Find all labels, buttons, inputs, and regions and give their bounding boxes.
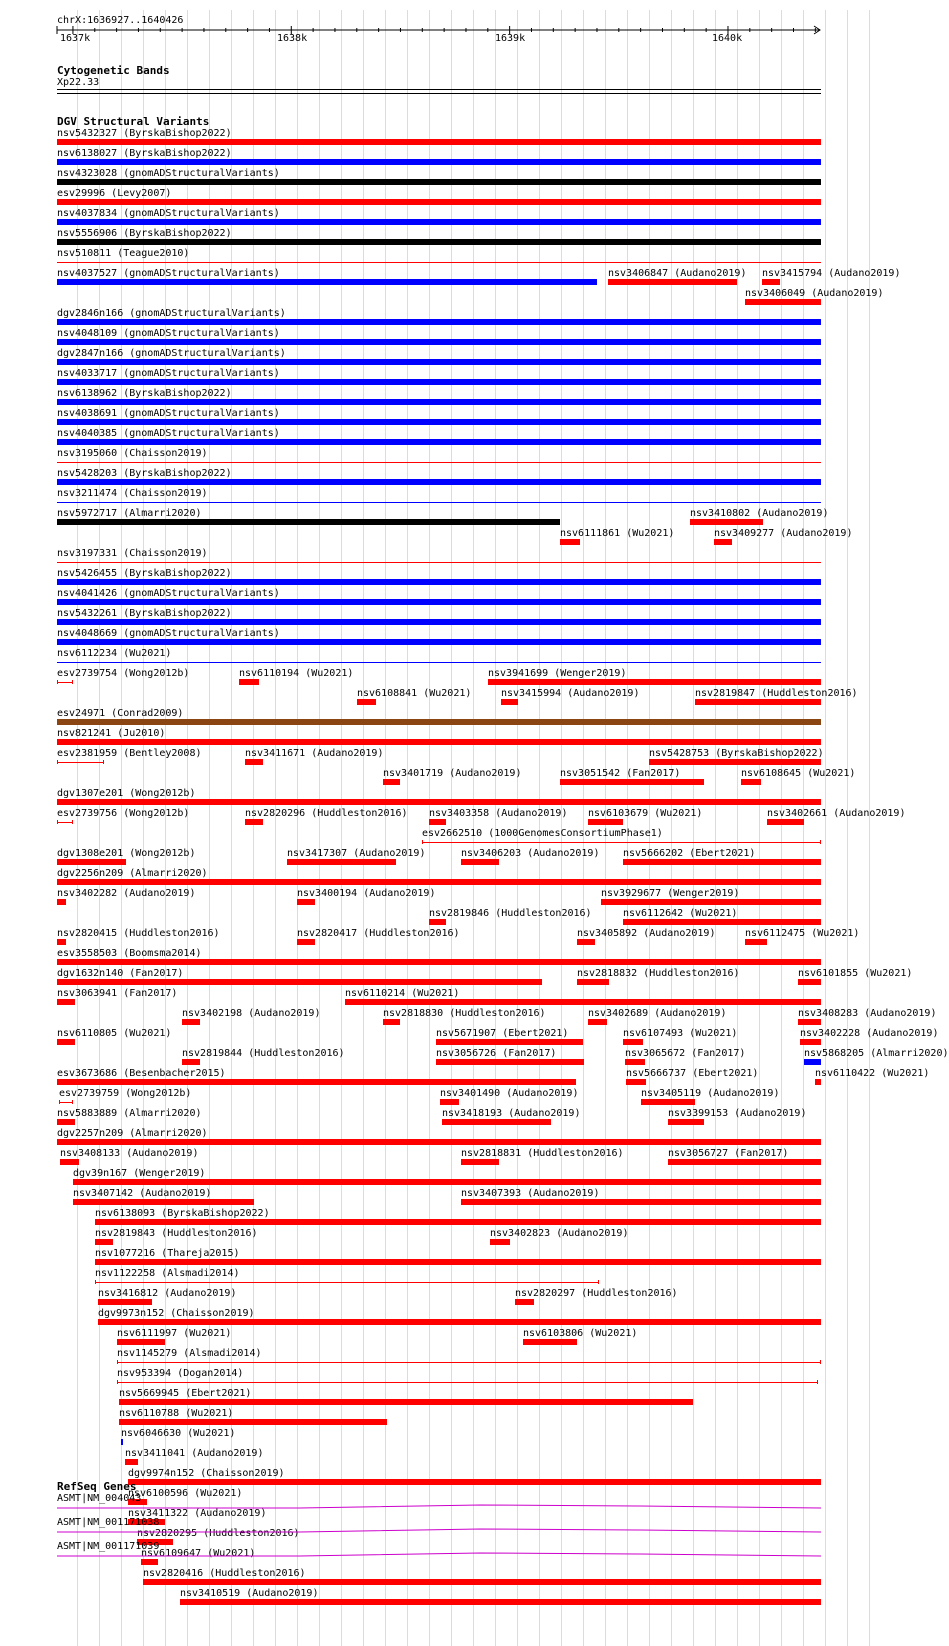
- variant-label[interactable]: nsv3056727 (Fan2017): [668, 1148, 789, 1159]
- variant-label[interactable]: nsv5556906 (ByrskaBishop2022): [57, 228, 232, 239]
- variant-bar[interactable]: [608, 279, 737, 285]
- variant-label[interactable]: nsv3409277 (Audano2019): [714, 528, 853, 539]
- variant-label[interactable]: dgv2846n166 (gnomADStructuralVariants): [57, 308, 286, 319]
- variant-extent-tick: [422, 840, 423, 844]
- variant-bar[interactable]: [695, 699, 821, 705]
- variant-label[interactable]: nsv3407393 (Audano2019): [461, 1188, 600, 1199]
- ruler-tick-label: 1639k: [495, 33, 526, 44]
- variant-label[interactable]: nsv3402661 (Audano2019): [767, 808, 906, 819]
- gene-intron-line: [57, 1553, 821, 1556]
- variant-bar[interactable]: [745, 939, 767, 945]
- variant-bar[interactable]: [440, 1099, 459, 1105]
- ruler-scale: [0, 0, 890, 50]
- variant-label[interactable]: esv2739759 (Wong2012b): [59, 1088, 192, 1099]
- variant-bar[interactable]: [57, 279, 597, 285]
- variant-label[interactable]: nsv3406847 (Audano2019): [608, 268, 747, 279]
- variant-bar[interactable]: [57, 1079, 576, 1085]
- variant-label[interactable]: nsv3410519 (Audano2019): [180, 1588, 319, 1599]
- variant-bar[interactable]: [57, 979, 542, 985]
- variant-bar[interactable]: [57, 1119, 75, 1125]
- region-coordinates: chrX:1636927..1640426: [57, 15, 184, 26]
- variant-bar[interactable]: [180, 1599, 821, 1605]
- variant-label[interactable]: nsv4323028 (gnomADStructuralVariants): [57, 168, 280, 179]
- variant-label[interactable]: esv2739754 (Wong2012b): [57, 668, 190, 679]
- variant-bar[interactable]: [57, 899, 66, 905]
- variant-extent-line[interactable]: [57, 682, 73, 683]
- variant-label[interactable]: nsv3408283 (Audano2019): [798, 1008, 937, 1019]
- variant-bar[interactable]: [649, 759, 821, 765]
- variant-label[interactable]: nsv6111997 (Wu2021): [117, 1328, 232, 1339]
- variant-extent-tick: [817, 1380, 818, 1384]
- variant-label[interactable]: nsv2818832 (Huddleston2016): [577, 968, 740, 979]
- variant-bar[interactable]: [798, 979, 821, 985]
- variant-bar[interactable]: [577, 939, 595, 945]
- variant-extent-tick: [117, 1360, 118, 1364]
- variant-bar[interactable]: [57, 139, 821, 145]
- variant-label[interactable]: nsv3063941 (Fan2017): [57, 988, 178, 999]
- cytoband-label: Xp22.33: [57, 77, 100, 88]
- variant-bar[interactable]: [501, 699, 518, 705]
- variant-label[interactable]: nsv3065672 (Fan2017): [625, 1048, 746, 1059]
- dgv-track-title[interactable]: DGV Structural Variants: [57, 115, 210, 128]
- variant-bar[interactable]: [73, 1199, 254, 1205]
- variant-bar[interactable]: [57, 1139, 821, 1145]
- variant-label[interactable]: nsv4048669 (gnomADStructuralVariants): [57, 628, 280, 639]
- variant-label[interactable]: nsv4040385 (gnomADStructuralVariants): [57, 428, 280, 439]
- variant-label[interactable]: nsv2820295 (Huddleston2016): [137, 1528, 300, 1539]
- grid-line: [869, 10, 870, 1646]
- variant-label[interactable]: nsv6112234 (Wu2021): [57, 648, 172, 659]
- variant-bar[interactable]: [297, 899, 315, 905]
- variant-label[interactable]: nsv6138093 (ByrskaBishop2022): [95, 1208, 270, 1219]
- variant-label[interactable]: nsv3416812 (Audano2019): [98, 1288, 237, 1299]
- cytoband-track-title[interactable]: Cytogenetic Bands: [57, 64, 170, 77]
- variant-bar[interactable]: [245, 819, 263, 825]
- variant-bar[interactable]: [741, 779, 761, 785]
- variant-bar[interactable]: [57, 719, 821, 725]
- variant-extent-line[interactable]: [57, 762, 104, 763]
- variant-bar[interactable]: [625, 1059, 645, 1065]
- variant-label[interactable]: nsv4033717 (gnomADStructuralVariants): [57, 368, 280, 379]
- variant-bar[interactable]: [57, 462, 821, 463]
- variant-label[interactable]: esv3673686 (Besenbacher2015): [57, 1068, 226, 1079]
- variant-label[interactable]: esv29996 (Levy2007): [57, 188, 172, 199]
- variant-bar[interactable]: [767, 819, 804, 825]
- variant-label[interactable]: nsv1077216 (Thareja2015): [95, 1248, 240, 1259]
- variant-label[interactable]: nsv3402689 (Audano2019): [588, 1008, 727, 1019]
- variant-label[interactable]: nsv2820415 (Huddleston2016): [57, 928, 220, 939]
- variant-label[interactable]: nsv6110214 (Wu2021): [345, 988, 460, 999]
- variant-label[interactable]: nsv5666202 (Ebert2021): [623, 848, 756, 859]
- variant-bar[interactable]: [57, 599, 821, 605]
- variant-bar[interactable]: [57, 159, 821, 165]
- variant-label[interactable]: nsv6110194 (Wu2021): [239, 668, 354, 679]
- variant-label[interactable]: nsv2820296 (Huddleston2016): [245, 808, 408, 819]
- variant-label[interactable]: nsv6103806 (Wu2021): [523, 1328, 638, 1339]
- variant-label[interactable]: nsv3401719 (Audano2019): [383, 768, 522, 779]
- variant-bar[interactable]: [429, 919, 446, 925]
- variant-label[interactable]: nsv3415994 (Audano2019): [501, 688, 640, 699]
- variant-label[interactable]: nsv2819844 (Huddleston2016): [182, 1048, 345, 1059]
- variant-label[interactable]: nsv3402198 (Audano2019): [182, 1008, 321, 1019]
- variant-label[interactable]: nsv2819846 (Huddleston2016): [429, 908, 592, 919]
- variant-bar[interactable]: [57, 799, 821, 805]
- variant-extent-tick: [57, 760, 58, 764]
- variant-bar[interactable]: [800, 1039, 821, 1045]
- variant-label[interactable]: nsv3407142 (Audano2019): [73, 1188, 212, 1199]
- variant-bar[interactable]: [626, 1079, 646, 1085]
- variant-label[interactable]: dgv9973n152 (Chaisson2019): [98, 1308, 255, 1319]
- variant-bar[interactable]: [245, 759, 263, 765]
- variant-extent-tick: [820, 1360, 821, 1364]
- variant-bar[interactable]: [57, 399, 821, 405]
- variant-bar[interactable]: [745, 299, 821, 305]
- variant-bar[interactable]: [98, 1299, 152, 1305]
- variant-bar[interactable]: [182, 1059, 200, 1065]
- variant-bar[interactable]: [429, 819, 446, 825]
- variant-label[interactable]: nsv6138027 (ByrskaBishop2022): [57, 148, 232, 159]
- variant-bar[interactable]: [182, 1019, 200, 1025]
- variant-bar[interactable]: [128, 1479, 821, 1485]
- variant-label[interactable]: nsv6108841 (Wu2021): [357, 688, 472, 699]
- variant-label[interactable]: nsv5868205 (Almarri2020): [804, 1048, 949, 1059]
- variant-bar[interactable]: [577, 979, 609, 985]
- variant-bar[interactable]: [125, 1459, 138, 1465]
- variant-bar[interactable]: [436, 1039, 583, 1045]
- gene-model[interactable]: [0, 1502, 890, 1512]
- variant-bar[interactable]: [690, 519, 763, 525]
- variant-bar[interactable]: [57, 662, 821, 663]
- variant-label[interactable]: dgv1307e201 (Wong2012b): [57, 788, 196, 799]
- variant-bar[interactable]: [57, 379, 821, 385]
- variant-bar[interactable]: [815, 1079, 821, 1085]
- variant-label[interactable]: nsv1122258 (Alsmadi2014): [95, 1268, 240, 1279]
- variant-extent-tick: [57, 820, 58, 824]
- variant-label[interactable]: esv2662510 (1000GenomesConsortiumPhase1): [422, 828, 663, 839]
- variant-bar[interactable]: [57, 239, 821, 245]
- variant-bar[interactable]: [383, 1019, 400, 1025]
- variant-label[interactable]: nsv3195060 (Chaisson2019): [57, 448, 208, 459]
- variant-bar[interactable]: [98, 1319, 821, 1325]
- variant-label[interactable]: nsv4038691 (gnomADStructuralVariants): [57, 408, 280, 419]
- variant-bar[interactable]: [714, 539, 732, 545]
- variant-label[interactable]: nsv5428753 (ByrskaBishop2022): [649, 748, 824, 759]
- grid-line: [847, 10, 848, 1646]
- gene-intron-line: [57, 1529, 821, 1532]
- variant-label[interactable]: nsv3411322 (Audano2019): [128, 1508, 267, 1519]
- variant-label[interactable]: nsv2818831 (Huddleston2016): [461, 1148, 624, 1159]
- gene-intron-line: [57, 1505, 821, 1508]
- variant-label[interactable]: nsv6109647 (Wu2021): [141, 1548, 256, 1559]
- variant-label[interactable]: nsv3402823 (Audano2019): [490, 1228, 629, 1239]
- variant-label[interactable]: nsv510811 (Teague2010): [57, 248, 190, 259]
- variant-label[interactable]: nsv6110805 (Wu2021): [57, 1028, 172, 1039]
- variant-bar[interactable]: [57, 262, 821, 263]
- variant-label[interactable]: esv3558503 (Boomsma2014): [57, 948, 202, 959]
- variant-bar[interactable]: [357, 699, 376, 705]
- variant-bar[interactable]: [57, 479, 821, 485]
- variant-label[interactable]: nsv2820416 (Huddleston2016): [143, 1568, 306, 1579]
- variant-label[interactable]: dgv2257n209 (Almarri2020): [57, 1128, 208, 1139]
- variant-label[interactable]: nsv5428203 (ByrskaBishop2022): [57, 468, 232, 479]
- variant-label[interactable]: nsv2818830 (Huddleston2016): [383, 1008, 546, 1019]
- variant-label[interactable]: nsv3405119 (Audano2019): [641, 1088, 780, 1099]
- variant-extent-tick: [72, 680, 73, 684]
- variant-label[interactable]: nsv3418193 (Audano2019): [442, 1108, 581, 1119]
- variant-bar[interactable]: [57, 999, 75, 1005]
- variant-label[interactable]: nsv953394 (Dogan2014): [117, 1368, 244, 1379]
- variant-bar[interactable]: [95, 1259, 821, 1265]
- variant-bar[interactable]: [287, 859, 396, 865]
- variant-label[interactable]: nsv5426455 (ByrskaBishop2022): [57, 568, 232, 579]
- grid-line: [803, 10, 804, 1646]
- variant-bar[interactable]: [57, 439, 821, 445]
- grid-line: [825, 10, 826, 1646]
- variant-bar[interactable]: [57, 519, 560, 525]
- variant-label[interactable]: nsv3929677 (Wenger2019): [601, 888, 740, 899]
- variant-extent-line[interactable]: [422, 842, 821, 843]
- variant-bar[interactable]: [57, 639, 821, 645]
- variant-bar[interactable]: [119, 1419, 387, 1425]
- variant-bar[interactable]: [523, 1339, 577, 1345]
- variant-label[interactable]: nsv6112642 (Wu2021): [623, 908, 738, 919]
- variant-label[interactable]: nsv2820417 (Huddleston2016): [297, 928, 460, 939]
- grid-line: [781, 10, 782, 1646]
- variant-label[interactable]: dgv39n167 (Wenger2019): [73, 1168, 206, 1179]
- variant-label[interactable]: nsv3401490 (Audano2019): [440, 1088, 579, 1099]
- variant-extent-line[interactable]: [95, 1282, 599, 1283]
- cytoband-line: [57, 93, 821, 94]
- variant-label[interactable]: nsv6046630 (Wu2021): [121, 1428, 236, 1439]
- variant-extent-tick: [72, 820, 73, 824]
- variant-bar[interactable]: [668, 1119, 704, 1125]
- grid-line: [759, 10, 760, 1646]
- variant-extent-line[interactable]: [59, 1102, 73, 1103]
- cytoband-line: [57, 89, 821, 90]
- variant-bar[interactable]: [383, 779, 400, 785]
- variant-label[interactable]: nsv6111861 (Wu2021): [560, 528, 675, 539]
- variant-bar[interactable]: [239, 679, 259, 685]
- variant-label[interactable]: nsv6110422 (Wu2021): [815, 1068, 930, 1079]
- variant-label[interactable]: esv2381959 (Bentley2008): [57, 748, 202, 759]
- variant-label[interactable]: nsv4037834 (gnomADStructuralVariants): [57, 208, 280, 219]
- variant-label[interactable]: nsv2819847 (Huddleston2016): [695, 688, 858, 699]
- variant-bar[interactable]: [490, 1239, 510, 1245]
- variant-bar[interactable]: [798, 1019, 821, 1025]
- variant-label[interactable]: nsv5972717 (Almarri2020): [57, 508, 202, 519]
- variant-bar[interactable]: [641, 1099, 695, 1105]
- variant-label[interactable]: nsv3405892 (Audano2019): [577, 928, 716, 939]
- variant-label[interactable]: nsv3400194 (Audano2019): [297, 888, 436, 899]
- variant-bar[interactable]: [57, 562, 821, 563]
- ruler-tick-label: 1637k: [60, 33, 91, 44]
- ruler-tick-label: 1638k: [277, 33, 308, 44]
- gene-label[interactable]: ASMT|NM_001171038: [57, 1517, 160, 1528]
- variant-label[interactable]: dgv2847n166 (gnomADStructuralVariants): [57, 348, 286, 359]
- variant-extent-line[interactable]: [57, 822, 73, 823]
- variant-bar[interactable]: [57, 339, 821, 345]
- variant-label[interactable]: nsv3051542 (Fan2017): [560, 768, 681, 779]
- ruler-tick-label: 1640k: [712, 33, 743, 44]
- variant-extent-line[interactable]: [117, 1362, 821, 1363]
- variant-label[interactable]: nsv6110788 (Wu2021): [119, 1408, 234, 1419]
- variant-label[interactable]: nsv3406049 (Audano2019): [745, 288, 884, 299]
- variant-label[interactable]: nsv3411041 (Audano2019): [125, 1448, 264, 1459]
- variant-bar[interactable]: [117, 1339, 165, 1345]
- variant-bar[interactable]: [588, 1019, 607, 1025]
- variant-label[interactable]: nsv6138962 (ByrskaBishop2022): [57, 388, 232, 399]
- variant-label[interactable]: nsv3402282 (Audano2019): [57, 888, 196, 899]
- variant-label[interactable]: nsv821241 (Ju2010): [57, 728, 166, 739]
- variant-extent-tick: [59, 1100, 60, 1104]
- variant-label[interactable]: nsv3399153 (Audano2019): [668, 1108, 807, 1119]
- variant-extent-line[interactable]: [117, 1382, 818, 1383]
- variant-label[interactable]: nsv5432327 (ByrskaBishop2022): [57, 128, 232, 139]
- variant-extent-tick: [95, 1280, 96, 1284]
- variant-label[interactable]: nsv5883889 (Almarri2020): [57, 1108, 202, 1119]
- variant-label[interactable]: nsv6107493 (Wu2021): [623, 1028, 738, 1039]
- grid-line: [715, 10, 716, 1646]
- grid-line: [737, 10, 738, 1646]
- variant-extent-tick: [117, 1380, 118, 1384]
- variant-label[interactable]: nsv4048109 (gnomADStructuralVariants): [57, 328, 280, 339]
- variant-label[interactable]: nsv3410802 (Audano2019): [690, 508, 829, 519]
- variant-label[interactable]: nsv3408133 (Audano2019): [60, 1148, 199, 1159]
- variant-bar[interactable]: [121, 1439, 123, 1445]
- variant-label[interactable]: nsv6100596 (Wu2021): [128, 1488, 243, 1499]
- variant-bar[interactable]: [57, 319, 821, 325]
- variant-bar[interactable]: [57, 219, 821, 225]
- variant-bar[interactable]: [623, 859, 821, 865]
- variant-label[interactable]: nsv4041426 (gnomADStructuralVariants): [57, 588, 280, 599]
- variant-bar[interactable]: [57, 859, 126, 865]
- variant-label[interactable]: nsv6103679 (Wu2021): [588, 808, 703, 819]
- variant-bar[interactable]: [57, 419, 821, 425]
- variant-bar[interactable]: [601, 899, 821, 905]
- variant-bar[interactable]: [73, 1179, 821, 1185]
- variant-label[interactable]: nsv3941699 (Wenger2019): [488, 668, 627, 679]
- variant-label[interactable]: esv2739756 (Wong2012b): [57, 808, 190, 819]
- variant-label[interactable]: nsv6108645 (Wu2021): [741, 768, 856, 779]
- variant-bar[interactable]: [119, 1399, 693, 1405]
- gene-model[interactable]: [0, 1550, 890, 1560]
- variant-label[interactable]: nsv6112475 (Wu2021): [745, 928, 860, 939]
- variant-bar[interactable]: [57, 959, 821, 965]
- variant-bar[interactable]: [57, 619, 821, 625]
- variant-bar[interactable]: [762, 279, 780, 285]
- variant-bar[interactable]: [57, 359, 821, 365]
- variant-label[interactable]: nsv2820297 (Huddleston2016): [515, 1288, 678, 1299]
- variant-bar[interactable]: [623, 919, 821, 925]
- variant-bar[interactable]: [57, 939, 66, 945]
- variant-bar[interactable]: [57, 179, 821, 185]
- variant-bar[interactable]: [515, 1299, 534, 1305]
- variant-label[interactable]: dgv9974n152 (Chaisson2019): [128, 1468, 285, 1479]
- variant-label[interactable]: nsv3211474 (Chaisson2019): [57, 488, 208, 499]
- variant-bar[interactable]: [588, 819, 623, 825]
- gene-label[interactable]: ASMT|NM_001171039: [57, 1541, 160, 1552]
- variant-extent-tick: [598, 1280, 599, 1284]
- variant-bar[interactable]: [668, 1159, 821, 1165]
- variant-bar[interactable]: [57, 502, 821, 503]
- variant-label[interactable]: dgv2256n209 (Almarri2020): [57, 868, 208, 879]
- variant-bar[interactable]: [560, 539, 580, 545]
- variant-bar[interactable]: [60, 1159, 79, 1165]
- variant-bar[interactable]: [461, 1159, 499, 1165]
- variant-label[interactable]: dgv1632n140 (Fan2017): [57, 968, 184, 979]
- variant-bar[interactable]: [95, 1239, 113, 1245]
- variant-bar[interactable]: [57, 579, 821, 585]
- variant-bar[interactable]: [57, 199, 821, 205]
- variant-label[interactable]: nsv3417307 (Audano2019): [287, 848, 426, 859]
- variant-label[interactable]: nsv5432261 (ByrskaBishop2022): [57, 608, 232, 619]
- variant-bar[interactable]: [143, 1579, 821, 1585]
- variant-bar[interactable]: [560, 779, 704, 785]
- refseq-track-title[interactable]: RefSeq Genes: [57, 1480, 137, 1493]
- variant-label[interactable]: nsv3415794 (Audano2019): [762, 268, 901, 279]
- variant-bar[interactable]: [95, 1219, 821, 1225]
- variant-label[interactable]: nsv3402228 (Audano2019): [800, 1028, 939, 1039]
- variant-label[interactable]: nsv1145279 (Alsmadi2014): [117, 1348, 262, 1359]
- variant-label[interactable]: nsv5666737 (Ebert2021): [626, 1068, 759, 1079]
- variant-extent-tick: [57, 680, 58, 684]
- variant-label[interactable]: nsv4037527 (gnomADStructuralVariants): [57, 268, 280, 279]
- variant-label[interactable]: nsv3197331 (Chaisson2019): [57, 548, 208, 559]
- variant-bar[interactable]: [442, 1119, 551, 1125]
- variant-label[interactable]: nsv3411671 (Audano2019): [245, 748, 384, 759]
- variant-bar[interactable]: [461, 1199, 821, 1205]
- variant-bar[interactable]: [57, 879, 821, 885]
- variant-extent-tick: [103, 760, 104, 764]
- grid-line: [693, 10, 694, 1646]
- variant-extent-tick: [820, 840, 821, 844]
- variant-label[interactable]: esv24971 (Conrad2009): [57, 708, 184, 719]
- variant-label[interactable]: nsv5671907 (Ebert2021): [436, 1028, 569, 1039]
- variant-bar[interactable]: [436, 1059, 584, 1065]
- variant-label[interactable]: nsv3403358 (Audano2019): [429, 808, 568, 819]
- variant-label[interactable]: nsv5669945 (Ebert2021): [119, 1388, 252, 1399]
- variant-bar[interactable]: [57, 1039, 75, 1045]
- variant-bar[interactable]: [461, 859, 499, 865]
- gene-model[interactable]: [0, 1526, 890, 1536]
- gene-label[interactable]: ASMT|NM_004043: [57, 1493, 142, 1504]
- variant-bar[interactable]: [345, 999, 821, 1005]
- variant-bar[interactable]: [57, 739, 821, 745]
- variant-bar[interactable]: [297, 939, 315, 945]
- variant-bar[interactable]: [623, 1039, 643, 1045]
- variant-label[interactable]: dgv1308e201 (Wong2012b): [57, 848, 196, 859]
- variant-label[interactable]: nsv3406203 (Audano2019): [461, 848, 600, 859]
- variant-extent-tick: [72, 1100, 73, 1104]
- variant-label[interactable]: nsv3056726 (Fan2017): [436, 1048, 557, 1059]
- variant-bar[interactable]: [488, 679, 821, 685]
- variant-bar[interactable]: [804, 1059, 821, 1065]
- variant-label[interactable]: nsv6101855 (Wu2021): [798, 968, 913, 979]
- variant-label[interactable]: nsv2819843 (Huddleston2016): [95, 1228, 258, 1239]
